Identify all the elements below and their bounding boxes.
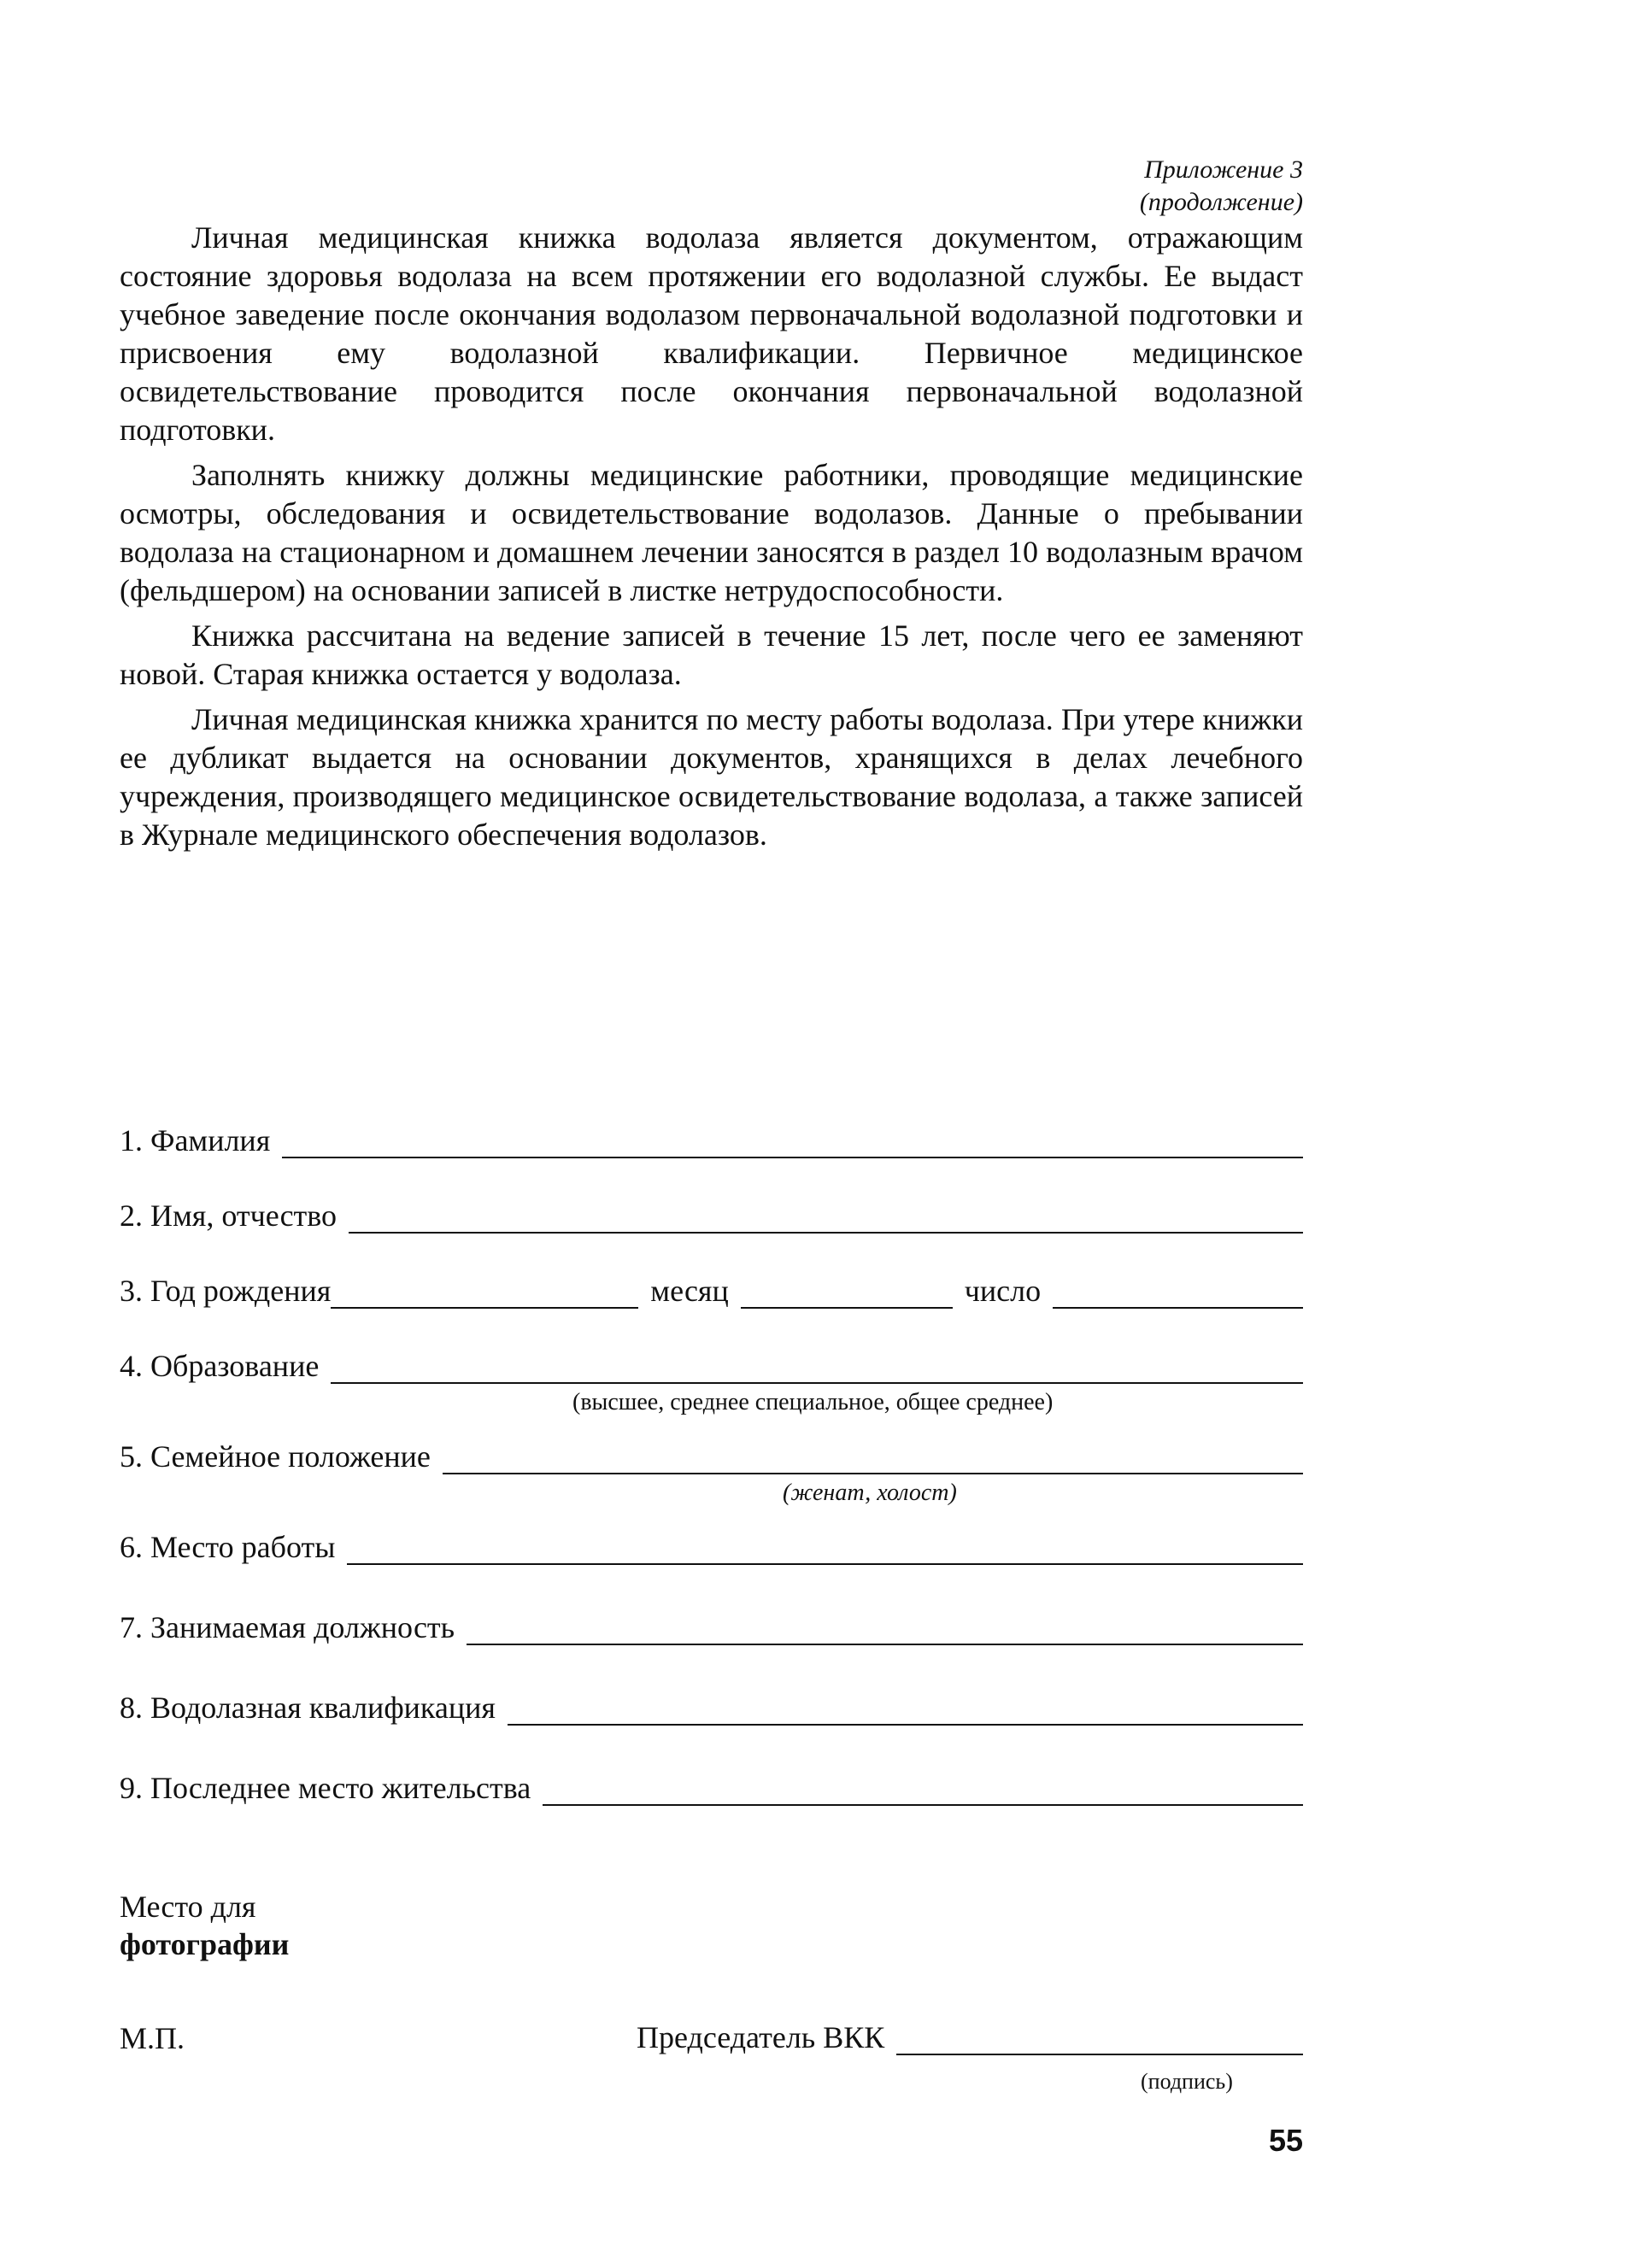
form-fields <box>120 1119 1303 1806</box>
surname-label: 1. Фамилия <box>120 1123 271 1157</box>
birth-year-label: 3. Год рождения <box>120 1274 332 1308</box>
photo-label-line1: Место для <box>120 1890 256 1924</box>
name-label: 2. Имя, отчество <box>120 1198 338 1233</box>
birth-day-line[interactable] <box>1053 1278 1303 1309</box>
family-hint: (женат, холост) <box>783 1480 957 1506</box>
photo-label-line2: фотографии <box>120 1927 290 1961</box>
stamp-place: М.П. <box>120 2021 185 2055</box>
surname-line[interactable] <box>282 1128 1303 1158</box>
family-line[interactable] <box>443 1444 1303 1474</box>
surname-field <box>120 1119 1303 1158</box>
photo-placeholder <box>120 1888 289 1963</box>
birth-month-label: месяц <box>650 1274 729 1308</box>
residence-line[interactable] <box>543 1775 1303 1806</box>
paragraph: Личная медицинская книжка водолаза является документом, отражающим состояние здоровья водолаза на всем протяжении его водолазной службы. Ее выдаст учебное заведение после окончания водолазом первоначальной водолазной подготовки и присвоения ему водолазной квалификации. Первичное медицинское освидетельствование проводится после окончания первоначальной водолазной подготовки. <box>120 220 1303 447</box>
paragraph: Личная медицинская книжка хранится по месту работы водолаза. При утере книжки ее дубликат выдается на основании документов, хранящихся в делах лечебного учреждения, производящего медицинское освидетельствование водолаза, а также записей в Журнале медицинского обеспечения водолазов. <box>120 702 1303 852</box>
education-field <box>120 1345 1303 1415</box>
residence-field <box>120 1767 1303 1806</box>
birth-day-label: число <box>964 1274 1042 1308</box>
workplace-field <box>120 1526 1303 1565</box>
position-line[interactable] <box>467 1615 1303 1645</box>
signature-hint: (подпись) <box>1141 2069 1233 2094</box>
chairman-signature-field <box>637 2016 1303 2055</box>
birth-year-line[interactable] <box>331 1278 638 1309</box>
workplace-line[interactable] <box>347 1534 1303 1565</box>
family-field <box>120 1435 1303 1506</box>
appendix-title: Приложение 3 <box>1144 155 1303 184</box>
workplace-label: 6. Место работы <box>120 1530 336 1564</box>
family-label: 5. Семейное положение <box>120 1439 431 1474</box>
name-field <box>120 1194 1303 1234</box>
name-line[interactable] <box>349 1203 1303 1234</box>
page-number: 55 <box>1268 2123 1303 2158</box>
education-line[interactable] <box>331 1353 1303 1384</box>
position-label: 7. Занимаемая должность <box>120 1610 455 1644</box>
chairman-label: Председатель ВКК <box>637 2020 885 2054</box>
body-text <box>120 219 1303 861</box>
paragraph: Заполнять книжку должны медицинские работники, проводящие медицинские осмотры, обследования и освидетельствование водолазов. Данные о пребывании водолаза на стационарном и домашнем лечении заносятся в раздел 10 водолазным врачом (фельдшером) на основании записей в листке нетрудоспособности. <box>120 458 1303 607</box>
birth-date-field <box>120 1269 1303 1309</box>
appendix-continuation: (продолжение) <box>1139 188 1303 216</box>
appendix-header <box>1140 154 1303 219</box>
birth-month-line[interactable] <box>741 1278 953 1309</box>
qualification-line[interactable] <box>508 1695 1303 1726</box>
paragraph: Книжка рассчитана на ведение записей в течение 15 лет, после чего ее заменяют новой. Старая книжка остается у водолаза. <box>120 618 1303 691</box>
education-label: 4. Образование <box>120 1349 320 1383</box>
qualification-label: 8. Водолазная квалификация <box>120 1691 496 1725</box>
signature-line[interactable] <box>896 2025 1303 2055</box>
qualification-field <box>120 1686 1303 1726</box>
position-field <box>120 1606 1303 1645</box>
residence-label: 9. Последнее место жительства <box>120 1771 531 1805</box>
education-hint: (высшее, среднее специальное, общее среднее) <box>572 1389 1054 1415</box>
